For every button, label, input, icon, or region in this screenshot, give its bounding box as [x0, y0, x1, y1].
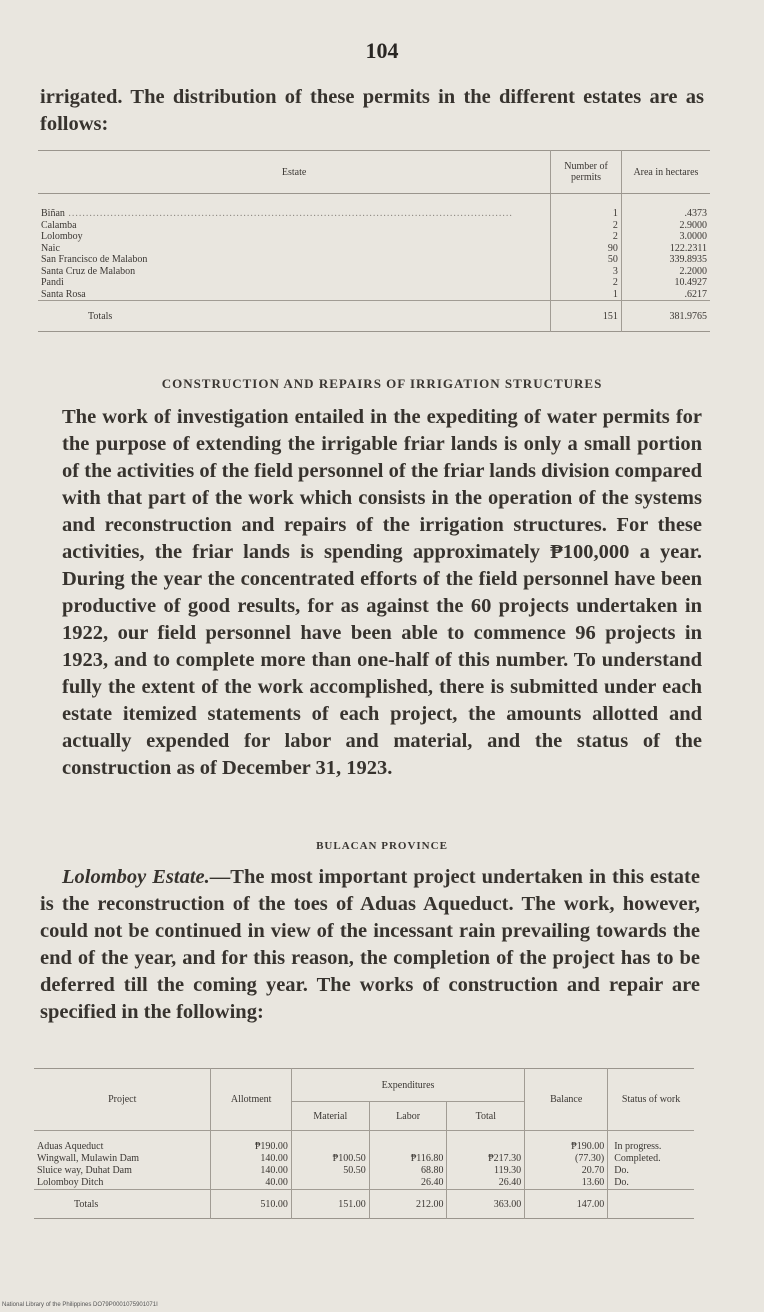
estate-lead: Lolomboy Estate.: [62, 866, 210, 888]
project-name: Sluice way, Duhat Dam: [37, 1165, 132, 1176]
totals-row: [38, 301, 710, 332]
labor-value: ₱116.80: [369, 1153, 447, 1165]
permit-count: 2: [551, 277, 622, 289]
table-row: [34, 1177, 694, 1190]
project-name: Aduas Aqueduct: [34, 1131, 211, 1154]
body-paragraph: The work of investigation entailed in the expediting of water permits for the purpose of extending the irrigable friar lands is only a small portion of the activities of the field personnel of the friar lands division compared with that part of the work which consists in the operation of the systems and reconstruction and repairs of the irrigation structures. For these activities, the friar lands is spending approximately ₱100,000 a year. During the year the concentrated efforts of the field personnel have been productive of good results, for as against the 60 projects undertaken in 1922, our field personnel have been able to commence 96 projects in 1923, and to complete more than one-half of this number. To understand fully the extent of the work accomplished, there is submitted under each estate itemized statements of each project, the amounts allotted and actually expended for labor and material, and the status of the construction as of December 31, 1923.: [62, 406, 702, 779]
total-value: 26.40: [447, 1177, 525, 1190]
section-heading: CONSTRUCTION AND REPAIRS OF IRRIGATION STRUCTURES: [161, 376, 603, 391]
totals-row: [34, 1190, 694, 1219]
library-footer: National Library of the Philippines DO79P0001075901071I: [2, 1302, 158, 1308]
total-value: ₱217.30: [447, 1153, 525, 1165]
permit-count: 3: [551, 266, 622, 278]
estate-name: Calamba: [41, 219, 77, 231]
estate-name: San Francisco de Malabon: [41, 254, 148, 265]
estate-name: Naic: [41, 242, 60, 254]
totals-material: 151.00: [291, 1190, 369, 1219]
table-row: [38, 220, 710, 232]
table-row: [38, 266, 710, 278]
status-value: Do.: [608, 1177, 694, 1190]
totals-balance: 147.00: [525, 1190, 608, 1219]
estate-paragraph: [40, 864, 700, 1026]
table-row: [38, 243, 710, 255]
balance-value: 13.60: [525, 1177, 608, 1190]
table-row: [38, 194, 710, 220]
allotment-value: 140.00: [211, 1153, 291, 1165]
totals-label: Totals: [38, 301, 551, 332]
estate-name: Pandi: [41, 277, 64, 288]
table-row: [38, 231, 710, 243]
area-value: .4373: [621, 194, 710, 220]
table-row: [38, 289, 710, 301]
totals-permits: 151: [551, 301, 622, 332]
material-value: ₱100.50: [291, 1153, 369, 1165]
area-value: 122.2311: [621, 243, 710, 255]
estate-name: Lolomboy: [41, 231, 83, 242]
area-value: 10.4927: [621, 277, 710, 289]
totals-allotment: 510.00: [211, 1190, 291, 1219]
total-value: [447, 1131, 525, 1154]
labor-value: [369, 1131, 447, 1154]
status-value: In progress.: [608, 1131, 694, 1154]
estate-name: Biñan .....: [38, 194, 551, 220]
allotment-value: 40.00: [211, 1177, 291, 1190]
allotment-value: ₱190.00: [211, 1131, 291, 1154]
status-value: Do.: [608, 1165, 694, 1177]
header-expenditures: Expenditures: [291, 1069, 524, 1102]
header-allotment: Allotment: [211, 1069, 291, 1131]
area-value: 2.2000: [621, 266, 710, 278]
totals-label: Totals: [34, 1190, 211, 1219]
permit-count: 2: [551, 220, 622, 232]
permit-count: 2: [551, 231, 622, 243]
permit-count: 50: [551, 254, 622, 266]
header-project: Project: [108, 1094, 137, 1105]
permit-count: 90: [551, 243, 622, 255]
table-row: [38, 277, 710, 289]
totals-area: 381.9765: [621, 301, 710, 332]
totals-status-empty: [608, 1190, 694, 1219]
material-value: 50.50: [291, 1165, 369, 1177]
project-name: Wingwall, Mulawin Dam: [37, 1153, 140, 1164]
estate-name: Santa Rosa: [41, 288, 86, 300]
header-status: Status of work: [608, 1069, 694, 1131]
balance-value: (77.30): [525, 1153, 608, 1165]
province-heading: BULACAN PROVINCE: [316, 840, 448, 852]
balance-value: 20.70: [525, 1165, 608, 1177]
table-row: [34, 1153, 694, 1165]
page-number: 104: [365, 38, 399, 63]
totals-total: 363.00: [447, 1190, 525, 1219]
header-estate: Estate: [38, 151, 551, 194]
permit-count: 1: [551, 194, 622, 220]
total-value: 119.30: [447, 1165, 525, 1177]
area-value: 2.9000: [621, 220, 710, 232]
intro-paragraph: irrigated. The distribution of these permits in the different estates are as follows:: [40, 86, 704, 135]
area-value: .6217: [621, 289, 710, 301]
estate-name: Santa Cruz de Malabon: [41, 265, 136, 277]
project-name: Lolomboy Ditch: [37, 1177, 104, 1188]
header-total: Total: [447, 1102, 525, 1131]
material-value: [291, 1177, 369, 1190]
allotment-value: 140.00: [211, 1165, 291, 1177]
header-area: Area in hectares: [621, 151, 710, 194]
table-row: [38, 254, 710, 266]
status-value: Completed.: [608, 1153, 694, 1165]
table-row: [34, 1165, 694, 1177]
labor-value: 26.40: [369, 1177, 447, 1190]
header-balance: Balance: [525, 1069, 608, 1131]
labor-value: 68.80: [369, 1165, 447, 1177]
permits-table: [38, 150, 710, 332]
estate-text: —The most important project undertaken in this estate is the reconstruction of the toes of Aduas Aqueduct. The work, however, could not be continued in view of the incessant rain prevailing towards the end of the year, and for this reason, the completion of the project has to be deferred till the coming year. The works of construction and repair are specified in the following:: [40, 866, 700, 1023]
balance-value: ₱190.00: [525, 1131, 608, 1154]
material-value: [291, 1131, 369, 1154]
header-material: Material: [291, 1102, 369, 1131]
area-value: 339.8935: [621, 254, 710, 266]
header-labor: Labor: [369, 1102, 447, 1131]
totals-labor: 212.00: [369, 1190, 447, 1219]
table-row: [34, 1131, 694, 1154]
area-value: 3.0000: [621, 231, 710, 243]
permit-count: 1: [551, 289, 622, 301]
header-permits: Number of permits: [551, 151, 622, 194]
projects-table: [34, 1068, 694, 1219]
